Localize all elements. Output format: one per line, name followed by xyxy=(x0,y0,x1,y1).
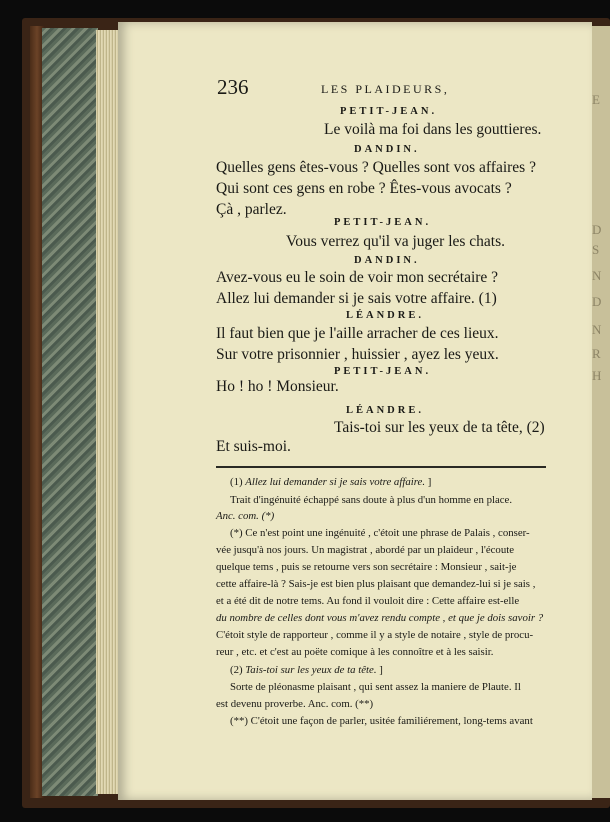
facing-fragment: H xyxy=(592,368,602,383)
verse-line: Tais-toi sur les yeux de ta tête, (2) xyxy=(334,419,545,436)
verse-line: Allez lui demander si je sais votre affaire. (1) xyxy=(216,290,497,307)
speaker-name: LÉANDRE. xyxy=(346,310,424,321)
verse-line: Qui sont ces gens en robe ? Êtes-vous avocats ? xyxy=(216,180,512,197)
facing-fragment: D xyxy=(592,222,602,237)
marbled-endpaper xyxy=(42,28,98,796)
page-number: 236 xyxy=(217,75,249,99)
footnote-line: Anc. com. (*) xyxy=(216,510,275,522)
footnote-line: du nombre de celles dont vous m'avez rendu compte , et que je dois savoir ? xyxy=(216,612,544,624)
facing-fragment: S xyxy=(592,242,600,257)
verse-line: Sur votre prisonnier , huissier , ayez les yeux. xyxy=(216,346,499,363)
speaker-name: PETIT-JEAN. xyxy=(340,106,438,117)
facing-fragment: D xyxy=(592,294,602,309)
footnote-line: Trait d'ingénuité échappé sans doute à plus d'un homme en place. xyxy=(230,494,513,506)
footnote-line: C'étoit style de rapporteur , comme il y a style de notaire , style de procu- xyxy=(216,629,534,641)
verse-line: Ho ! ho ! Monsieur. xyxy=(216,378,339,395)
facing-page-edge xyxy=(590,26,610,798)
footnote-line: cette affaire-là ? Sais-je est bien plus plaisant que demandez-lui si je sais , xyxy=(216,578,536,590)
facing-fragment: N xyxy=(592,322,602,337)
verse-line: Vous verrez qu'il va juger les chats. xyxy=(286,233,506,250)
footnote-line: vée jusqu'à nos jours. Un magistrat , abordé par un plaideur , l'écoute xyxy=(216,544,515,556)
running-title: LES PLAIDEURS, xyxy=(321,82,450,96)
speaker-name: PETIT-JEAN. xyxy=(334,217,432,228)
footnote-line: (1) Allez lui demander si je sais votre affaire. ] xyxy=(230,476,432,488)
speaker-name: DANDIN. xyxy=(354,255,420,266)
verse-line: Il faut bien que je l'aille arracher de ces lieux. xyxy=(216,325,499,342)
footnote-rule xyxy=(216,466,546,468)
facing-fragment: R xyxy=(592,346,601,361)
footnote-line: (*) Ce n'est point une ingénuité , c'étoit une phrase de Palais , conser- xyxy=(230,527,530,539)
footnote-line: est devenu proverbe. Anc. com. (**) xyxy=(216,698,374,710)
page-edges xyxy=(96,30,120,794)
footnote-line: (**) C'étoit une façon de parler, usitée familiérement, long-tems avant xyxy=(230,715,533,727)
footnote-line: (2) Tais-toi sur les yeux de ta tête. ] xyxy=(230,664,383,676)
footnote-line: Sorte de pléonasme plaisant , qui sent assez la maniere de Plaute. Il xyxy=(230,681,521,693)
footnote-line: quelque tems , puis se retourne vers son secrétaire : Monsieur , sait-je xyxy=(216,561,517,573)
facing-fragment: N xyxy=(592,268,602,283)
footnote-line: reur , etc. et c'est au poëte comique à les connoître et à les saisir. xyxy=(216,646,494,658)
verse-line: Quelles gens êtes-vous ? Quelles sont vos affaires ? xyxy=(216,159,536,176)
verse-line: Avez-vous eu le soin de voir mon secrétaire ? xyxy=(216,269,499,286)
footnote-line: et a été dit de notre tems. Au fond il vouloit dire : Cette affaire est-elle xyxy=(216,595,520,607)
facing-fragment: E xyxy=(592,92,600,107)
verse-line: Et suis-moi. xyxy=(216,438,291,455)
speaker-name: PETIT-JEAN. xyxy=(334,366,432,377)
verse-line: Çà , parlez. xyxy=(216,201,287,218)
speaker-name: LÉANDRE. xyxy=(346,405,424,416)
book-page xyxy=(118,22,592,800)
verse-line: Le voilà ma foi dans les gouttieres. xyxy=(324,121,542,138)
speaker-name: DANDIN. xyxy=(354,144,420,155)
